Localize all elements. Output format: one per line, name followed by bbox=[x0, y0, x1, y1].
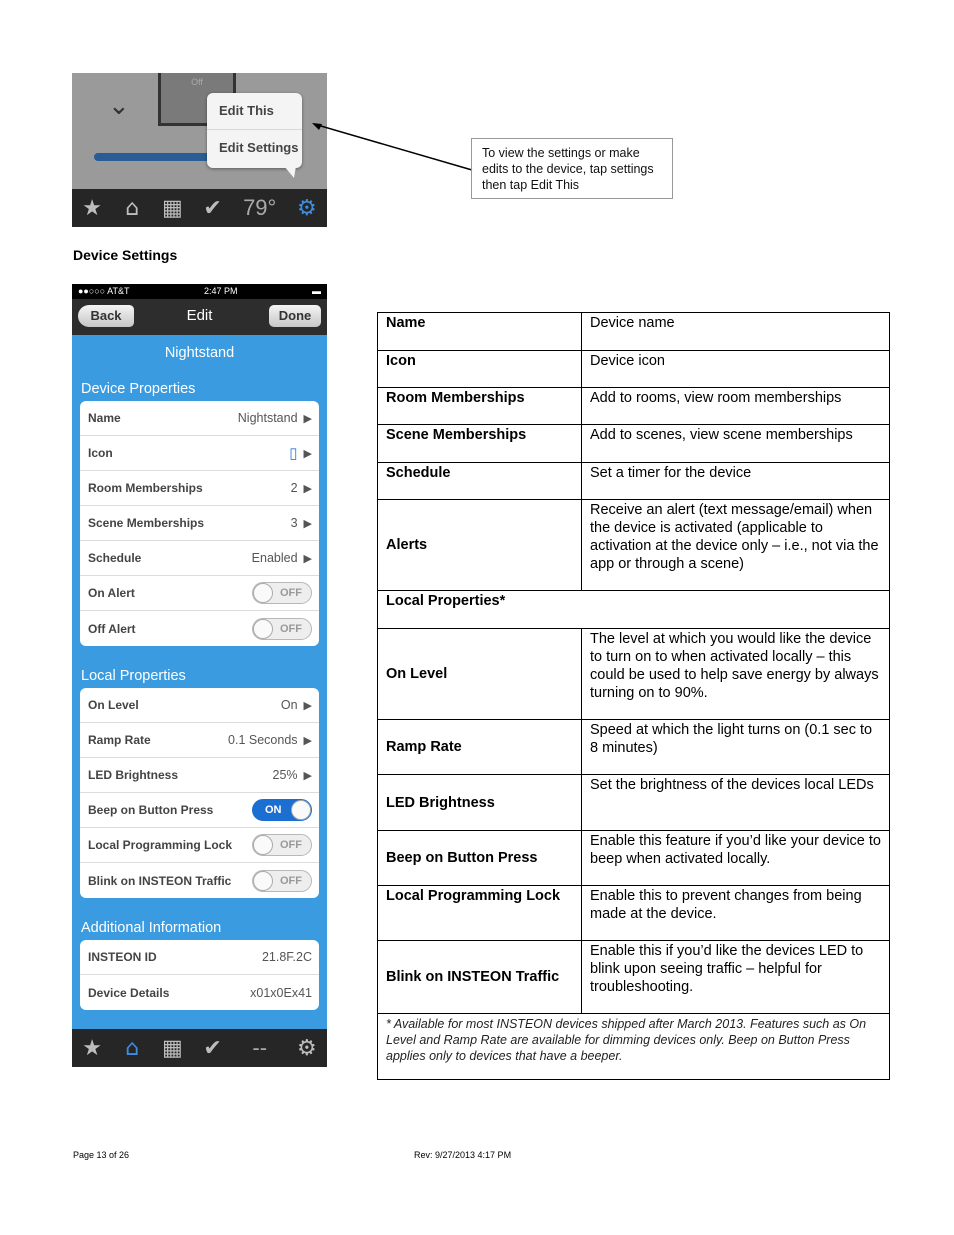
edit-settings-menu-item[interactable]: Edit Settings bbox=[219, 140, 299, 155]
table-desc: Enable this if you’d like the devices LED to blink upon seeing traffic – helpful for troubleshooting. bbox=[582, 941, 890, 1014]
table-footnote: * Available for most INSTEON devices shipped after March 2013. Features such as On Level and Ramp Rate are available for dimming devices only. Beep on Button Press applies only to devices that have a beeper. bbox=[378, 1014, 890, 1080]
table-label: Schedule bbox=[378, 463, 582, 500]
row-label: INSTEON ID bbox=[88, 950, 157, 964]
row-on-alert bbox=[80, 576, 319, 611]
table-desc: Device icon bbox=[582, 351, 890, 388]
row-local-programming-lock bbox=[80, 828, 319, 863]
table-label: Name bbox=[378, 313, 582, 351]
battery-icon: ▬ bbox=[312, 286, 321, 296]
row-label: Device Details bbox=[88, 985, 170, 1000]
beep-toggle[interactable]: ON bbox=[252, 799, 312, 821]
table-label: Alerts bbox=[378, 500, 582, 591]
check-icon[interactable]: ✔ bbox=[203, 1035, 222, 1061]
row-label: Blink on INSTEON Traffic bbox=[88, 873, 232, 888]
row-value: 21.8F.2C bbox=[261, 950, 312, 964]
disclosure-arrow-icon: ▶ bbox=[303, 768, 312, 782]
device-icon: ▯ bbox=[289, 445, 298, 462]
disclosure-arrow-icon: ▶ bbox=[303, 516, 312, 530]
row-value: On bbox=[280, 698, 298, 712]
status-time: 2:47 PM bbox=[204, 286, 238, 296]
disclosure-arrow-icon: ▶ bbox=[303, 698, 312, 712]
edit-this-menu-item[interactable]: Edit This bbox=[207, 93, 302, 130]
table-desc: Enable this to prevent changes from being made at the device. bbox=[582, 886, 890, 941]
table-label: Room Memberships bbox=[378, 388, 582, 425]
table-label: LED Brightness bbox=[378, 775, 582, 831]
star-icon[interactable]: ★ bbox=[82, 195, 102, 221]
carrier: ●●○○○ AT&T bbox=[78, 286, 130, 296]
row-label: Scene Memberships bbox=[88, 516, 205, 530]
table-label: Local Programming Lock bbox=[378, 886, 582, 941]
blink-toggle[interactable]: OFF bbox=[252, 870, 312, 892]
table-label: Icon bbox=[378, 351, 582, 388]
table-desc: The level at which you would like the device to turn on to when activated locally – this could be used to help save energy by always turning on to 90%. bbox=[582, 629, 890, 720]
table-label: Blink on INSTEON Traffic bbox=[378, 941, 582, 1014]
edit-menu-screenshot bbox=[72, 73, 327, 227]
disclosure-arrow-icon: ▶ bbox=[303, 733, 312, 747]
scenes-icon[interactable]: ▦ bbox=[161, 195, 183, 221]
nav-bar bbox=[72, 299, 327, 335]
table-label: Ramp Rate bbox=[378, 720, 582, 775]
home-icon[interactable]: ⌂ bbox=[125, 195, 140, 221]
local-properties-group bbox=[80, 688, 319, 898]
row-label: Icon bbox=[88, 446, 113, 460]
row-label: On Alert bbox=[88, 586, 135, 600]
off-alert-toggle[interactable]: OFF bbox=[252, 618, 312, 640]
table-desc: Set a timer for the device bbox=[582, 463, 890, 500]
row-insteon-id bbox=[80, 940, 319, 975]
settings-table bbox=[377, 312, 890, 1080]
row-schedule[interactable] bbox=[80, 541, 319, 576]
dim-slider[interactable] bbox=[94, 153, 224, 161]
disclosure-arrow-icon: ▶ bbox=[303, 481, 312, 495]
disclosure-arrow-icon: ▶ bbox=[303, 411, 312, 425]
chevron-down-icon[interactable]: ⌄ bbox=[108, 91, 130, 121]
section-heading: Device Settings bbox=[73, 247, 178, 263]
status-bar bbox=[72, 284, 327, 299]
device-settings-screenshot bbox=[72, 284, 327, 1067]
row-value: x01x0Ex41 bbox=[250, 985, 312, 1000]
row-value: 0.1 Seconds bbox=[228, 733, 298, 747]
tab-bar bbox=[72, 189, 327, 227]
row-room-memberships[interactable] bbox=[80, 471, 319, 506]
check-icon[interactable]: ✔ bbox=[203, 195, 222, 221]
row-device-details bbox=[80, 975, 319, 1010]
device-name-title: Nightstand bbox=[164, 345, 235, 361]
popup-tail bbox=[284, 166, 296, 178]
star-icon[interactable]: ★ bbox=[82, 1035, 102, 1061]
row-label: Name bbox=[88, 411, 121, 425]
row-icon[interactable] bbox=[80, 436, 319, 471]
callout-box: To view the settings or make edits to the device, tap settings then tap Edit This bbox=[471, 138, 673, 199]
table-desc: Receive an alert (text message/email) when the device is activated (applicable to activation at the device only – i.e., not via the app or through a scene) bbox=[582, 500, 890, 591]
device-properties-group bbox=[80, 401, 319, 646]
temperature-readout[interactable]: 79° bbox=[243, 195, 277, 220]
additional-info-group bbox=[80, 940, 319, 1010]
disclosure-arrow-icon: ▶ bbox=[303, 446, 312, 460]
done-button[interactable]: Done bbox=[269, 305, 321, 327]
row-value: 25% bbox=[272, 768, 298, 782]
row-value: Enabled bbox=[251, 551, 298, 565]
table-desc: Add to rooms, view room memberships bbox=[582, 388, 890, 425]
row-off-alert bbox=[80, 611, 319, 646]
page-number: Page 13 of 26 bbox=[73, 1150, 130, 1160]
table-label: Scene Memberships bbox=[378, 425, 582, 463]
home-icon[interactable]: ⌂ bbox=[125, 1035, 140, 1061]
row-value: Nightstand bbox=[237, 411, 298, 425]
table-desc: Enable this feature if you’d like your device to beep when activated locally. bbox=[582, 831, 890, 886]
table-label: Beep on Button Press bbox=[378, 831, 582, 886]
table-section-label: Local Properties* bbox=[378, 591, 890, 629]
device-off-label: Off bbox=[191, 77, 203, 87]
row-ramp-rate[interactable] bbox=[80, 723, 319, 758]
table-desc: Set the brightness of the devices local LEDs bbox=[582, 775, 890, 831]
row-blink-on-traffic bbox=[80, 863, 319, 898]
row-label: On Level bbox=[88, 698, 139, 712]
temperature-readout[interactable]: -- bbox=[252, 1035, 268, 1060]
row-label: Local Programming Lock bbox=[88, 838, 233, 852]
row-label: LED Brightness bbox=[88, 768, 179, 782]
gear-icon[interactable]: ⚙ bbox=[296, 1035, 317, 1061]
device-properties-title: Device Properties bbox=[81, 381, 196, 397]
nav-title: Edit bbox=[186, 307, 213, 324]
phone-tab-bar bbox=[72, 1029, 327, 1067]
callout-arrow bbox=[310, 118, 475, 178]
table-desc: Device name bbox=[582, 313, 890, 351]
row-label: Schedule bbox=[88, 551, 142, 565]
row-label: Beep on Button Press bbox=[88, 803, 214, 817]
on-alert-toggle[interactable]: OFF bbox=[252, 582, 312, 604]
local-properties-title: Local Properties bbox=[81, 668, 186, 684]
table-desc: Add to scenes, view scene memberships bbox=[582, 425, 890, 463]
row-value: 3 bbox=[290, 516, 298, 530]
scenes-icon[interactable]: ▦ bbox=[161, 1035, 183, 1061]
row-name[interactable] bbox=[80, 401, 319, 436]
row-led-brightness[interactable] bbox=[80, 758, 319, 793]
row-beep-on-button-press bbox=[80, 793, 319, 828]
row-on-level[interactable] bbox=[80, 688, 319, 723]
settings-popup bbox=[207, 93, 302, 168]
row-label: Room Memberships bbox=[88, 481, 203, 495]
back-button[interactable]: Back bbox=[78, 305, 134, 327]
table-desc: Speed at which the light turns on (0.1 sec to 8 minutes) bbox=[582, 720, 890, 775]
row-value: 2 bbox=[290, 481, 298, 495]
row-scene-memberships[interactable] bbox=[80, 506, 319, 541]
table-label: On Level bbox=[378, 629, 582, 720]
revision-date: Rev: 9/27/2013 4:17 PM bbox=[414, 1150, 512, 1160]
disclosure-arrow-icon: ▶ bbox=[303, 551, 312, 565]
row-label: Ramp Rate bbox=[88, 733, 151, 747]
gear-icon[interactable]: ⚙ bbox=[296, 195, 317, 221]
row-label: Off Alert bbox=[88, 621, 136, 636]
programming-lock-toggle[interactable]: OFF bbox=[252, 834, 312, 856]
additional-info-title: Additional Information bbox=[81, 920, 222, 936]
